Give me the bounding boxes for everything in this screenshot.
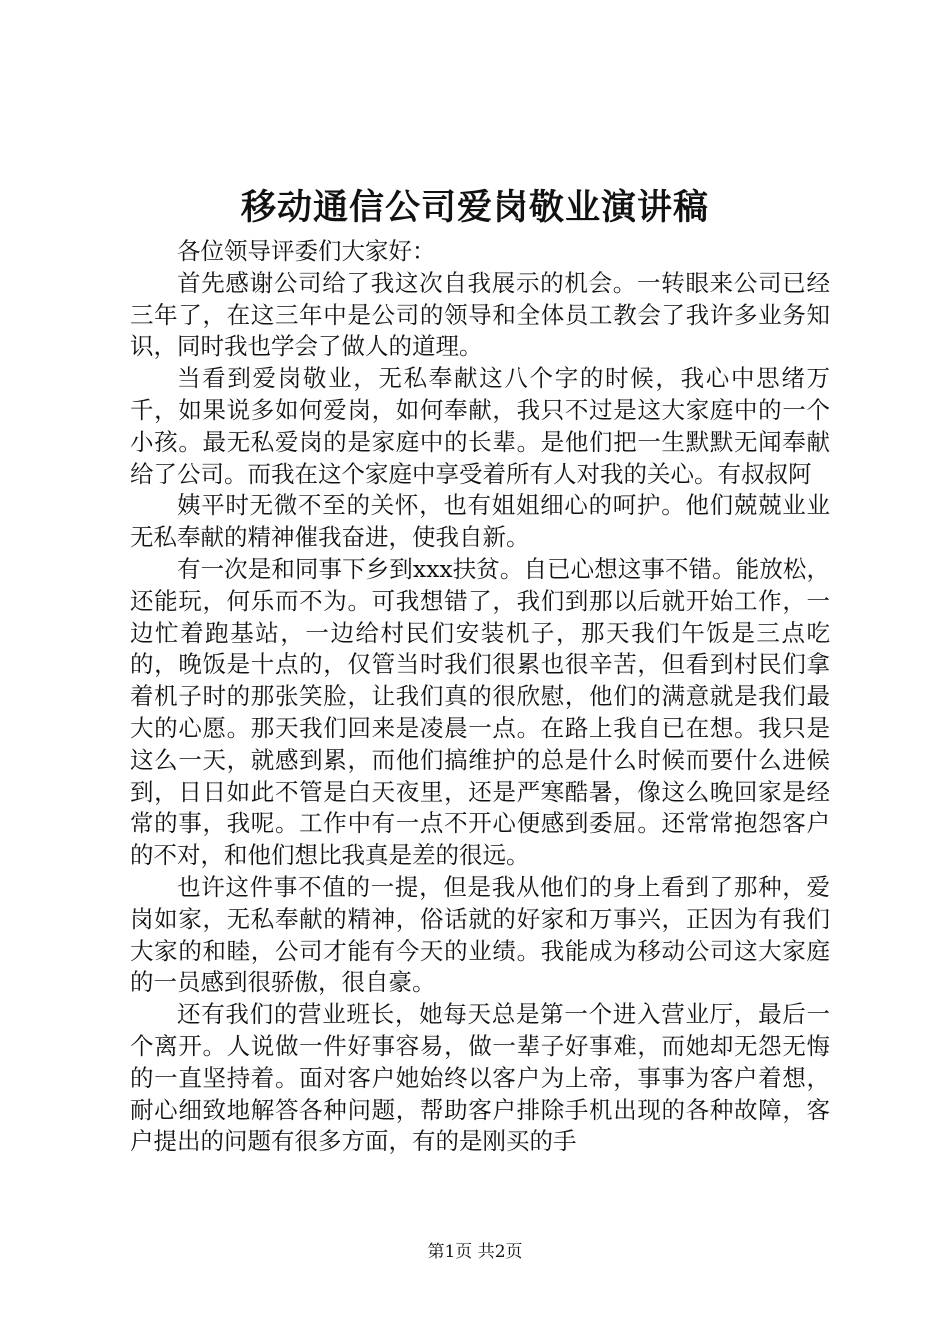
paragraph: 也许这件事不值的一提，但是我从他们的身上看到了那种，爱岗如家，无私奉献的精神，俗话就的好家和万事兴，正因为有我们大家的和睦，公司才能有今天的业绩。我能成为移动公司这大家庭的一员感到很骄傲，很自豪。 bbox=[130, 872, 830, 997]
page-footer: 第1页 共2页 bbox=[427, 1242, 523, 1262]
paragraph: 姨平时无微不至的关怀，也有姐姐细心的呵护。他们兢兢业业无私奉献的精神催我奋进，使我自新。 bbox=[130, 491, 830, 552]
paragraph: 有一次是和同事下乡到xxx扶贫。自已心想这事不错。能放松，还能玩，何乐而不为。可我想错了，我们到那以后就开始工作，一边忙着跑基站，一边给村民们安装机子，那天我们午饭是三点吃的，晚饭是十点的，仅管当时我们很累也很辛苦，但看到村民们拿着机子时的那张笑脸，让我们真的很欣慰，他们的满意就是我们最大的心愿。那天我们回来是凌晨一点。在路上我自已在想。我只是这么一天，就感到累，而他们搞维护的总是什么时候而要什么进候到，日日如此不管是白天夜里，还是严寒酷暑，像这么晚回家是经常的事，我呢。工作中有一点不开心便感到委屈。还常常抱怨客户的不对，和他们想比我真是差的很远。 bbox=[130, 554, 830, 870]
paragraph: 当看到爱岗敬业，无私奉献这八个字的时候，我心中思绪万千，如果说多如何爱岗，如何奉献，我只不过是这大家庭中的一个小孩。最无私爱岗的是家庭中的长辈。是他们把一生默默无闻奉献给了公司。而我在这个家庭中享受着所有人对我的关心。有叔叔阿 bbox=[130, 364, 830, 488]
document-body bbox=[130, 236, 830, 1158]
paragraph: 还有我们的营业班长，她每天总是第一个进入营业厅，最后一个离开。人说做一件好事容易，做一辈子好事难，而她却无怨无悔的一直坚持着。面对客户她始终以客户为上帝，事事为客户着想，耐心细致地解答各种问题，帮助客户排除手机出现的各种故障，客户提出的问题有很多方面，有的是刚买的手 bbox=[130, 1000, 830, 1156]
paragraph: 首先感谢公司给了我这次自我展示的机会。一转眼来公司已经三年了，在这三年中是公司的领导和全体员工教会了我许多业务知识，同时我也学会了做人的道理。 bbox=[130, 268, 830, 361]
paragraph-greeting: 各位领导评委们大家好： bbox=[177, 237, 436, 265]
document-title: 移动通信公司爱岗敬业演讲稿 bbox=[240, 187, 709, 228]
